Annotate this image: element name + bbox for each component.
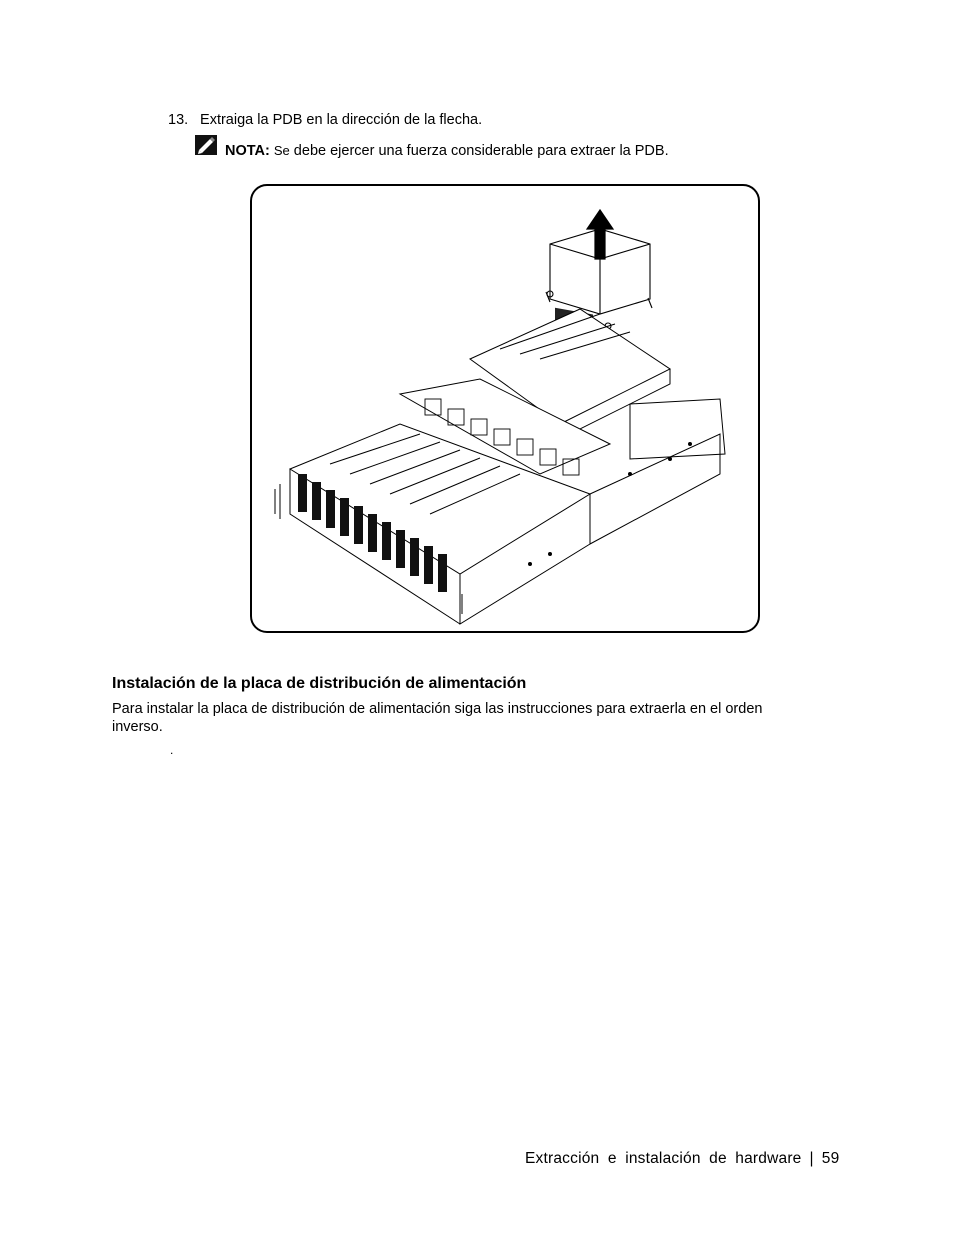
note <box>225 143 669 159</box>
note-text: debe ejercer una fuerza considerable para extraer la PDB. <box>289 143 669 159</box>
page-number: 59 <box>821 1150 840 1167</box>
footer-separator: | <box>809 1150 814 1167</box>
note-prefix: Se <box>273 143 290 158</box>
step-13 <box>168 112 482 128</box>
pdb-removal-illustration <box>250 184 760 633</box>
page-footer <box>525 1150 839 1168</box>
footer-title: Extracción e instalación de hardware <box>525 1150 802 1167</box>
note-pencil-icon <box>195 135 217 155</box>
section-heading: Instalación de la placa de distribución de alimentación <box>112 675 527 692</box>
note-label: NOTA: <box>225 143 270 159</box>
step-number: 13. <box>168 112 189 128</box>
section-body: Para instalar la placa de distribución de alimentación siga las instrucciones para extraerla en el orden inverso. <box>112 701 763 735</box>
trailing-dot: . <box>170 743 174 757</box>
chassis <box>275 309 725 624</box>
step-text: Extraiga la PDB en la dirección de la flecha. <box>200 112 483 128</box>
